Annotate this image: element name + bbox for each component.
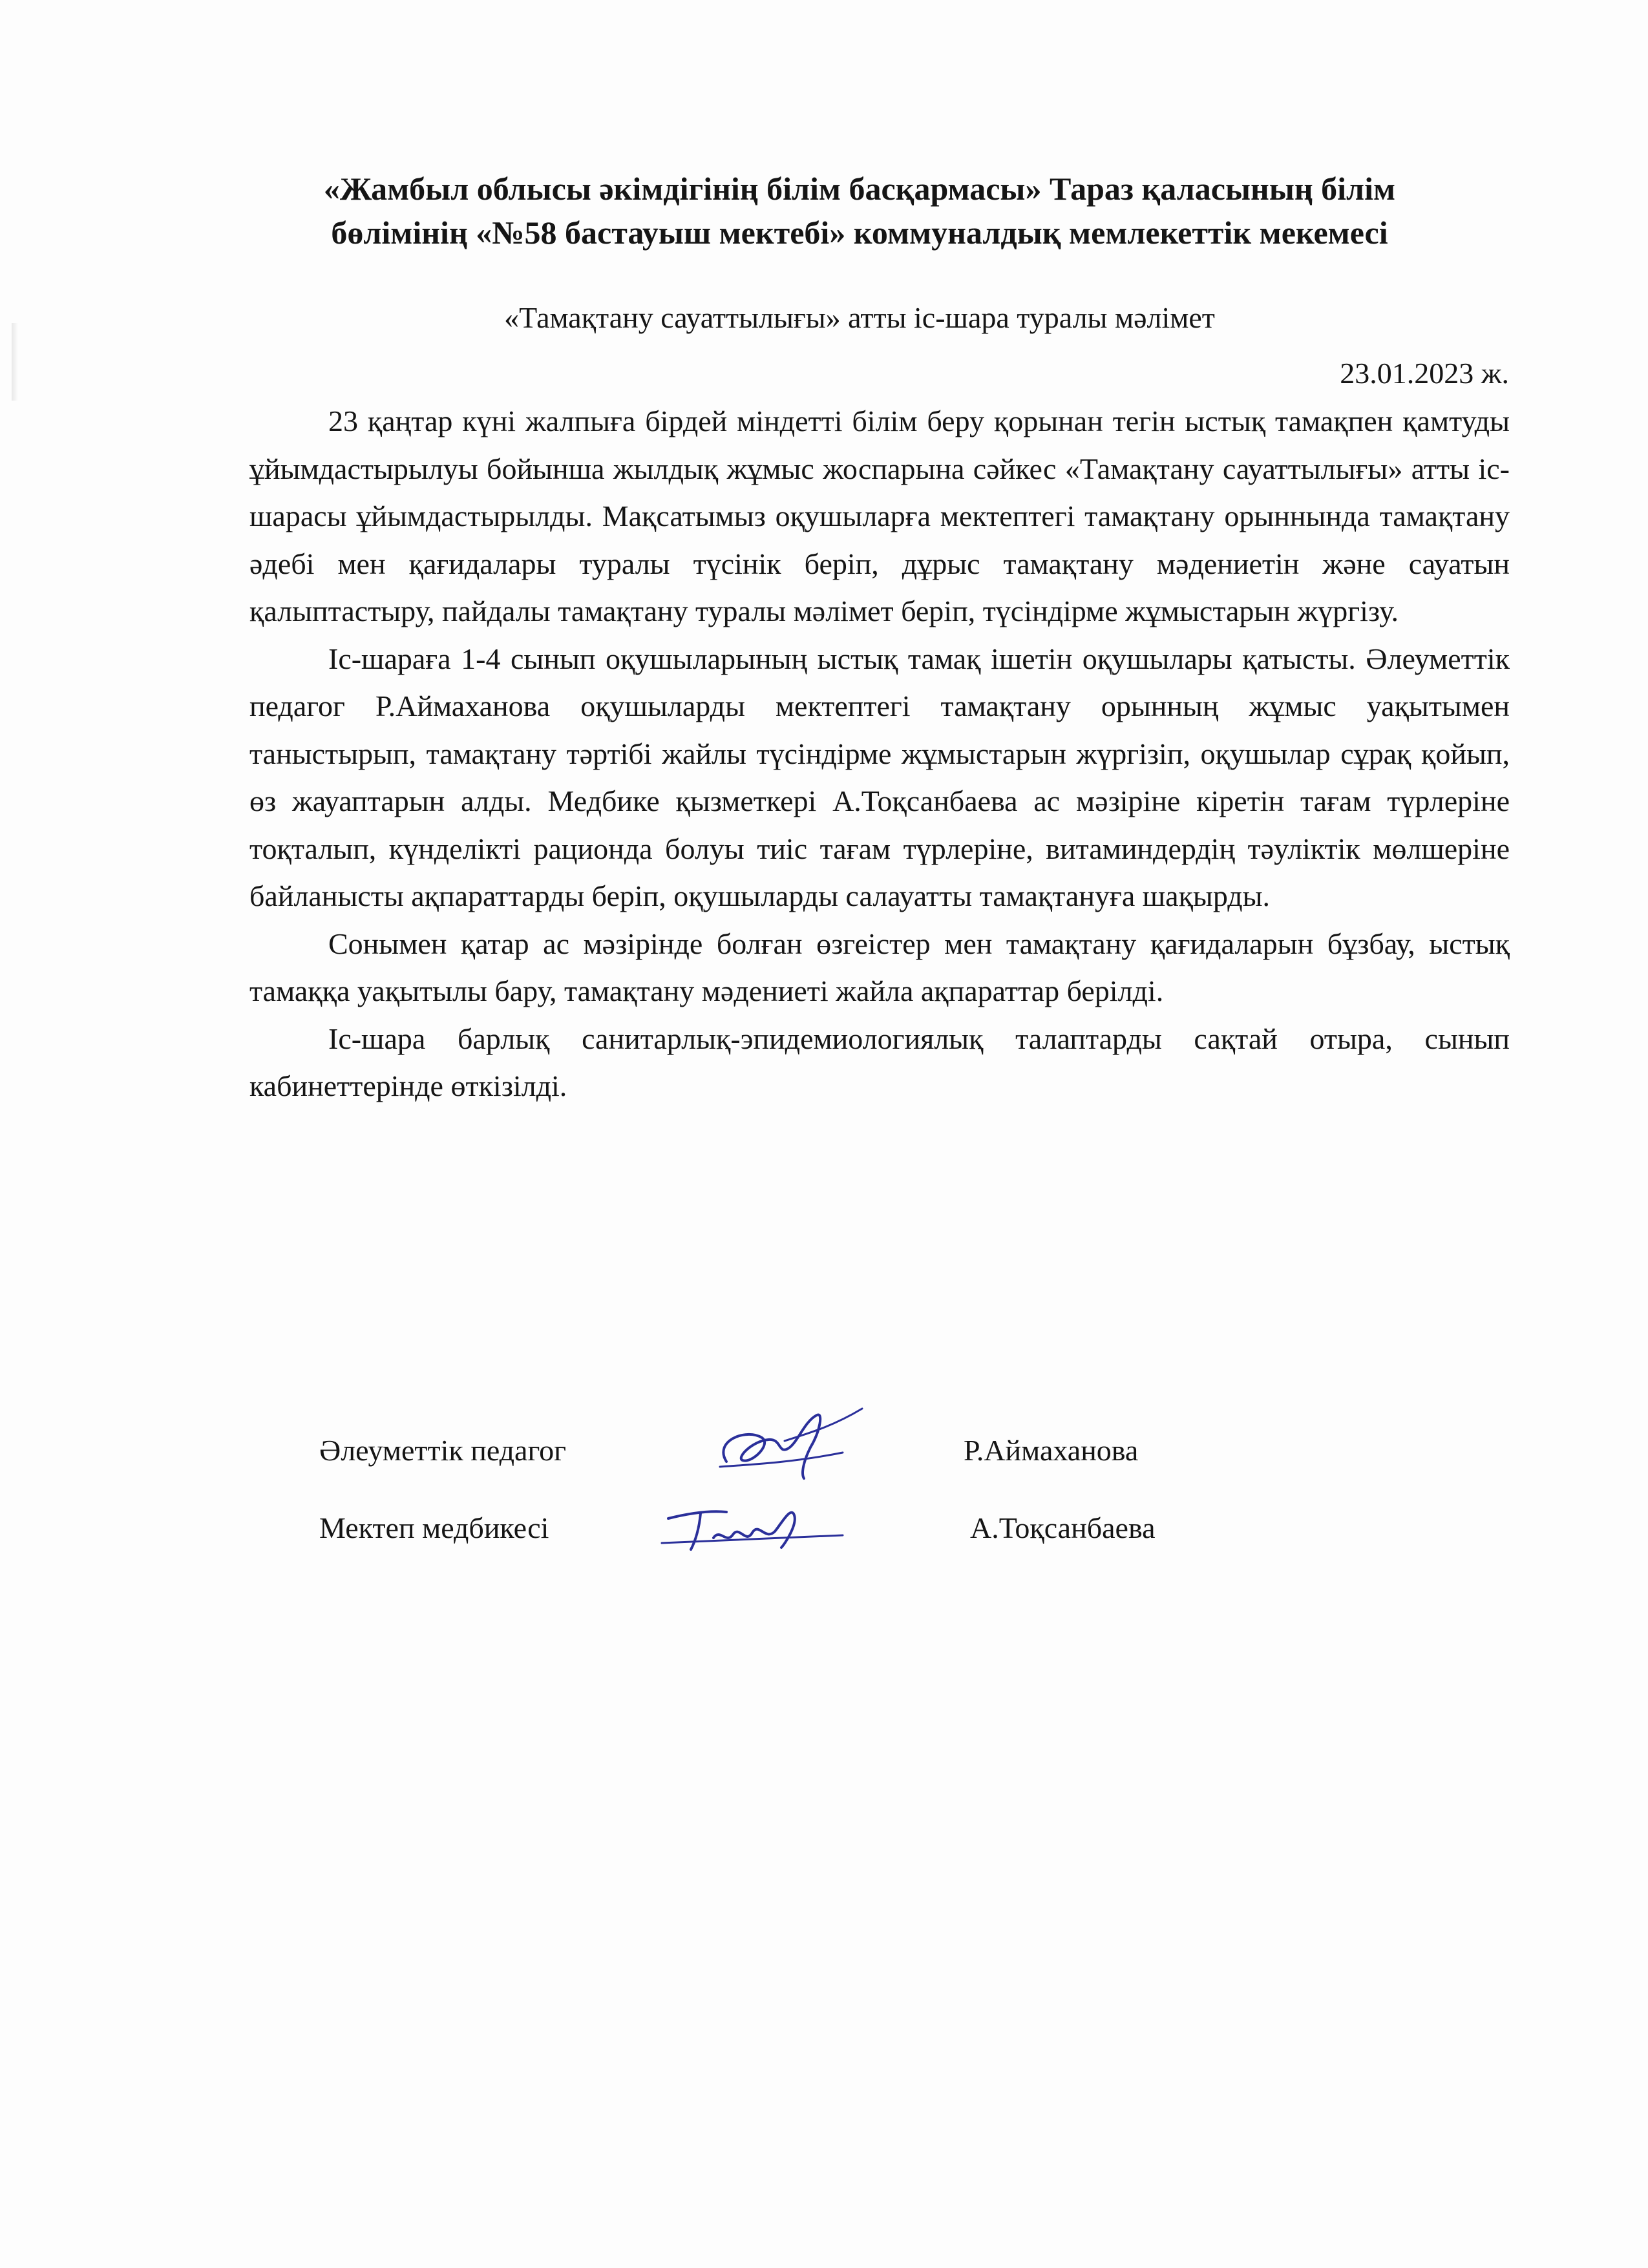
header-line-1: «Жамбыл облысы әкімдігінің білім басқармасы» Тараз қаласының білім: [323, 171, 1396, 207]
signature-role: Мектеп медбикесі: [319, 1511, 549, 1544]
handwritten-signature: [707, 1402, 875, 1486]
document-body: [249, 397, 1510, 1110]
paragraph-1: 23 қаңтар күні жалпыға бірдей міндетті білім беру қорынан тегін ыстық тамақпен қамтуды ұйымдастырылуы бойынша жылдық жұмыс жоспарына сәйкес «Тамақтану сауаттылығы» атты іс-шарасы ұйымдастырылды. Мақсатымыз оқушыларға мектептегі тамақтану орыннында тамақтану әдебі мен қағидалары туралы түсінік беріп, дұрыс тамақтану мәдениетін және сауатын қалыптастыру, пайдалы тамақтану туралы мәлімет беріп, түсіндірме жұмыстарын жүргізу.: [249, 404, 1510, 627]
signature-role: Әлеуметтік педагог: [319, 1434, 567, 1467]
handwritten-signature: [655, 1493, 849, 1564]
signature-name: Р.Аймаханова: [964, 1434, 1139, 1467]
document-subtitle: «Тамақтану сауаттылығы» атты іс-шара туралы мәлімет: [504, 301, 1215, 334]
paragraph-2: Іс-шараға 1-4 сынып оқушыларының ыстық тамақ ішетін оқушылары қатысты. Әлеуметтік педагог Р.Аймаханова оқушыларды мектептегі тамақтану орынның жұмыс уақытымен таныстырып, тамақтану тәртібі жайлы түсіндірме жұмыстарын жүргізіп, оқушылар сұрақ қойып, өз жауаптарын алды. Медбике қызметкері А.Тоқсанбаева ас мәзіріне кіретін тағам түрлеріне тоқталып, күнделікті рационда болуы тиіс тағам түрлеріне, витаминдердің тәуліктік мөлшеріне байланысты ақпараттарды беріп, оқушыларды салауатты тамақтануға шақырды.: [249, 642, 1510, 912]
paragraph-3: Сонымен қатар ас мәзірінде болған өзгеістер мен тамақтану қағидаларын бұзбау, ыстық тамаққа уақытылы бару, тамақтану мәдениеті жайла ақпараттар берілді.: [249, 927, 1510, 1007]
scan-shadow: [12, 323, 18, 401]
paragraph-4: Іс-шара барлық санитарлық-эпидемиологиялық талаптарды сақтай отыра, сынып кабинеттерінде өткізілді.: [249, 1022, 1510, 1102]
signature-name: А.Тоқсанбаева: [970, 1511, 1156, 1544]
header-line-2: бөлімінің «№58 бастауыш мектебі» коммуналдық мемлекеттік мекемесі: [331, 215, 1388, 251]
document-header: [220, 167, 1499, 255]
signature-row-school-nurse: [319, 1509, 1289, 1586]
document-date: 23.01.2023 ж.: [1340, 357, 1509, 390]
